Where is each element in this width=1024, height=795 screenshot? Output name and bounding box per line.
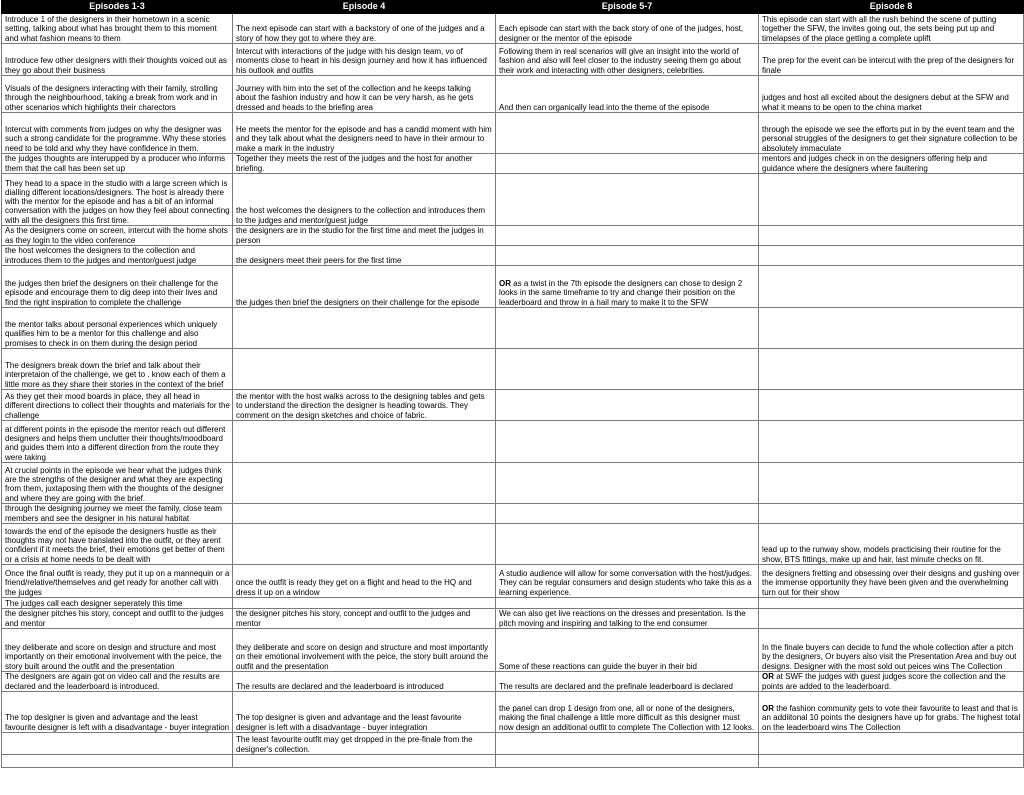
cell-episode-8 [759, 598, 1024, 609]
cell-episode-5-7: the panel can drop 1 design from one, all or none of the designers, making the final challenge a little more difficult as this designer must now design an additional outfit to complete The Collection with 12 looks. [496, 692, 759, 733]
cell-episode-5-7: The results are declared and the prefinale leaderboard is declared [496, 672, 759, 692]
cell-episode-4: the designers meet their peers for the first time [233, 246, 496, 266]
cell-episode-4: The results are declared and the leaderboard is introduced [233, 672, 496, 692]
cell-episode-4 [233, 308, 496, 349]
cell-episode-8 [759, 463, 1024, 504]
cell-episode-8: lead up to the runway show, models practicising their routine for the show, BTS fittings, make up and hair, last minute checks on fit. [759, 524, 1024, 565]
cell-episode-5-7 [496, 174, 759, 226]
cell-episode-5-7 [496, 504, 759, 524]
table-row [2, 174, 1024, 226]
cell-episode-8 [759, 504, 1024, 524]
table-row [2, 113, 1024, 154]
table-row [2, 504, 1024, 524]
cell-episode-4 [233, 598, 496, 609]
cell-episodes-1-3: Intercut with comments from judges on why the designer was such a strong candidate for the programme. Why these stories need to be told and why they have confidence in them. [2, 113, 233, 154]
cell-episode-8: In the finale buyers can decide to fund the whole collection after a pitch by the designers, Or buyers also visit the Presentation Area and buy out designs. Designer with the most sold out peices wins The Collection [759, 629, 1024, 672]
table-row [2, 421, 1024, 463]
cell-episodes-1-3: the judges thoughts are interupped by a producer who informs them that the call has been set up [2, 154, 233, 174]
table-row [2, 44, 1024, 76]
header-episodes-1-3: Episodes 1-3 [2, 1, 233, 14]
table-row [2, 524, 1024, 565]
cell-episode-4 [233, 524, 496, 565]
cell-episode-5-7: Each episode can start with the back story of one of the judges, host, designer or the mentor of the episode [496, 14, 759, 44]
table-row [2, 755, 1024, 768]
cell-episode-5-7 [496, 421, 759, 463]
cell-episode-4: the designers are in the studio for the first time and meet the judges in person [233, 226, 496, 246]
cell-episodes-1-3: the designer pitches his story, concept and outfit to the judges and mentor [2, 609, 233, 629]
cell-episode-8: judges and host all excited about the designers debut at the SFW and what it means to be open to the china market [759, 76, 1024, 113]
cell-episode-5-7 [496, 463, 759, 504]
cell-episodes-1-3: As they get their mood boards in place, they all head in different directions to collect their thoughts and materials for the challenge [2, 390, 233, 421]
table-row [2, 672, 1024, 692]
cell-episode-8 [759, 421, 1024, 463]
table-row [2, 609, 1024, 629]
table-row [2, 629, 1024, 672]
cell-episode-4 [233, 755, 496, 768]
cell-episode-4: the designer pitches his story, concept and outfit to the judges and mentor [233, 609, 496, 629]
header-episode-5-7: Episode 5-7 [496, 1, 759, 14]
cell-episode-8: OR the fashion community gets to vote their favourite to least and that is an addiitonal 10 points the designers have up for grabs. The highest total on the leaderboard wins The Collection [759, 692, 1024, 733]
cell-episode-8 [759, 266, 1024, 308]
header-episode-8: Episode 8 [759, 1, 1024, 14]
table-row [2, 598, 1024, 609]
cell-episodes-1-3: towards the end of the episode the designers hustle as their thoughts may not have translated into the outfit, or they arent confident if it meets the brief, their emotions get better of them or a crisis at home needs to be dealt with [2, 524, 233, 565]
cell-episode-4: the host welcomes the designers to the collection and introduces them to the judges and mentor/guest judge [233, 174, 496, 226]
cell-episode-4: they deliberate and score on design and structure and most importantly on their emotional involvement with the peice, the story built around the outfit and the presentation [233, 629, 496, 672]
table-row [2, 246, 1024, 266]
table-header [2, 1, 1024, 14]
cell-episode-8: through the episode we see the efforts put in by the event team and the personal struggles of the designers to get their signature collection to be absolutely immaculate [759, 113, 1024, 154]
cell-episode-5-7 [496, 390, 759, 421]
table-row [2, 308, 1024, 349]
cell-episode-4 [233, 504, 496, 524]
cell-episode-8 [759, 246, 1024, 266]
cell-episodes-1-3: The designers are again got on video call and the results are declared and the leaderboard is introduced. [2, 672, 233, 692]
table-body [2, 14, 1024, 768]
cell-episode-4: The next episode can start with a backstory of one of the judges and a story of how they got to where they are. [233, 14, 496, 44]
table-row [2, 349, 1024, 390]
cell-episode-8: the designers fretting and obsessing over their designs and gushing over the immense opportunity they have been given and the overwhelming turn out for their show [759, 565, 1024, 598]
cell-episodes-1-3: The top designer is given and advantage and the least favourite designer is left with a disadvantage - buyer integration [2, 692, 233, 733]
cell-episodes-1-3: Visuals of the designers interacting with their family, strolling through the neighbourhood, taking a break from work and in other scenarios which highlights their charectors [2, 76, 233, 113]
cell-episode-8 [759, 226, 1024, 246]
cell-episode-4: Intercut with interactions of the judge with his design team, vo of moments close to heart in his design journey and how it has influenced his outlook and outfits [233, 44, 496, 76]
cell-episode-5-7 [496, 349, 759, 390]
table-row [2, 733, 1024, 755]
cell-episode-5-7 [496, 226, 759, 246]
cell-episode-5-7: OR as a twist in the 7th episode the designers can chose to design 2 looks in the same timeframe to try and change their position on the leaderboard and throw in a hail mary to make it to the SFW [496, 266, 759, 308]
cell-episodes-1-3: they deliberate and score on design and structure and most importantly on their emotional involvement with the peice, the story built around the outfit and the presentation [2, 629, 233, 672]
cell-episode-8 [759, 349, 1024, 390]
table-row [2, 390, 1024, 421]
cell-episodes-1-3: at different points in the episode the mentor reach out different designers and helps them unclutter their thoughts/moodboard and guides them into a different direction from the route they were taking [2, 421, 233, 463]
cell-episode-4: Together they meets the rest of the judges and the host for another briefing. [233, 154, 496, 174]
cell-episodes-1-3: through the designing journey we meet the family, close team members and see the designer in his natural habitat [2, 504, 233, 524]
cell-episode-8: OR at SWF the judges with guest judges score the collection and the points are added to the leaderboard. [759, 672, 1024, 692]
cell-episode-8 [759, 390, 1024, 421]
cell-episode-4 [233, 349, 496, 390]
cell-episode-5-7 [496, 598, 759, 609]
cell-episode-4 [233, 463, 496, 504]
cell-episode-5-7 [496, 246, 759, 266]
table-row [2, 463, 1024, 504]
cell-episode-4: The least favourite outfit may get dropped in the pre-finale from the designer's collection. [233, 733, 496, 755]
cell-episodes-1-3: the host welcomes the designers to the collection and introduces them to the judges and mentor/guest judge [2, 246, 233, 266]
cell-episodes-1-3: the mentor talks about personal experiences which uniquely qualifies him to be a mentor for this challenge and also promises to check in on them during the design period [2, 308, 233, 349]
cell-episodes-1-3: Introduce few other designers with their thoughts voiced out as they go about their business [2, 44, 233, 76]
episode-plan-table [1, 0, 1024, 768]
header-episode-4: Episode 4 [233, 1, 496, 14]
header-row [2, 1, 1024, 14]
cell-episode-8: The prep for the event can be intercut with the prep of the designers for finale [759, 44, 1024, 76]
cell-episode-4 [233, 421, 496, 463]
cell-episodes-1-3 [2, 755, 233, 768]
cell-episodes-1-3: At crucial points in the episode we hear what the judges think are the strengths of the designer and what they are expecting from them, juxtaposing them with the thoughts of the designer and where they are going with the brief. [2, 463, 233, 504]
cell-episodes-1-3: The judges call each designer seperately this time [2, 598, 233, 609]
cell-episodes-1-3 [2, 733, 233, 755]
cell-episodes-1-3: the judges then brief the designers on their challenge for the episode and encourage them to dig deep into their lives and find the right inspiration to complete the challenge [2, 266, 233, 308]
cell-episode-8 [759, 609, 1024, 629]
cell-episodes-1-3: As the designers come on screen, intercut with the home shots as they login to the video conference [2, 226, 233, 246]
cell-episode-5-7: We can also get live reactions on the dresses and presentation. Is the pitch moving and inspiring and talking to the end consumer [496, 609, 759, 629]
table-row [2, 226, 1024, 246]
cell-episode-5-7 [496, 733, 759, 755]
table-row [2, 692, 1024, 733]
cell-episode-5-7: Following them in real scenarios will give an insight into the world of fashion and also will feel closer to the industry seeing them go about their work and interacting with other designers, celebrities. [496, 44, 759, 76]
cell-episode-4: the mentor with the host walks across to the designing tables and gets to understand the direction the designer is heading towards. They comment on the design sketches and choice of fabric. [233, 390, 496, 421]
cell-episode-8: mentors and judges check in on the designers offering help and guidance where the designers where faultering [759, 154, 1024, 174]
table-row [2, 76, 1024, 113]
cell-episode-5-7: And then can organically lead into the theme of the episode [496, 76, 759, 113]
cell-episodes-1-3: The designers break down the brief and talk about their interpretaion of the challenge, we get to . know each of them a little more as they share their stories in the context of the brief [2, 349, 233, 390]
table-row [2, 266, 1024, 308]
cell-episodes-1-3: They head to a space in the studio with a large screen which is dialling different locations/designers. The host is already there with the mentor for the episode and has a bit of an informal conversation with the judges on how they feel about connecting with all the designers this first time. [2, 174, 233, 226]
cell-episode-5-7 [496, 524, 759, 565]
cell-episode-5-7 [496, 308, 759, 349]
table-row [2, 14, 1024, 44]
cell-episodes-1-3: Introduce 1 of the designers in their hometown in a scenic setting, talking about what has brought them to this moment and what fashion means to them [2, 14, 233, 44]
cell-episode-5-7 [496, 755, 759, 768]
cell-episode-4: once the outfit is ready they get on a flight and head to the HQ and dress it up on a window [233, 565, 496, 598]
cell-episode-5-7: A studio audience will allow for some conversation with the host/judges. They can be regular consumers and design students who take this as a learning experience. [496, 565, 759, 598]
cell-episode-8 [759, 733, 1024, 755]
cell-episode-4: He meets the mentor for the episode and has a candid moment with him and they talk about what the designers need to have in their armour to make a mark in the industry [233, 113, 496, 154]
cell-episode-4: Journey with him into the set of the collection and he keeps talking about the fashion industry and how it can be very harsh, as he gets dressed and heads to the briefing area [233, 76, 496, 113]
cell-episode-4: The top designer is given and advantage and the least favourite designer is left with a disadvantage - buyer integration [233, 692, 496, 733]
cell-episode-8 [759, 755, 1024, 768]
cell-episode-4: the judges then brief the designers on their challenge for the episode [233, 266, 496, 308]
table-row [2, 154, 1024, 174]
cell-episodes-1-3: Once the final outfit is ready, they put it up on a mannequin or a friend/relative/themselves and get ready for another call with the judges [2, 565, 233, 598]
cell-episode-5-7 [496, 154, 759, 174]
cell-episode-5-7: Some of these reactions can guide the buyer in their bid [496, 629, 759, 672]
cell-episode-8: This episode can start with all the rush behind the scene of putting together the SFW, the invites going out, the sets being put up and timelapses of the place getting a complete uplift [759, 14, 1024, 44]
cell-episode-5-7 [496, 113, 759, 154]
cell-episode-8 [759, 174, 1024, 226]
cell-episode-8 [759, 308, 1024, 349]
table-row [2, 565, 1024, 598]
